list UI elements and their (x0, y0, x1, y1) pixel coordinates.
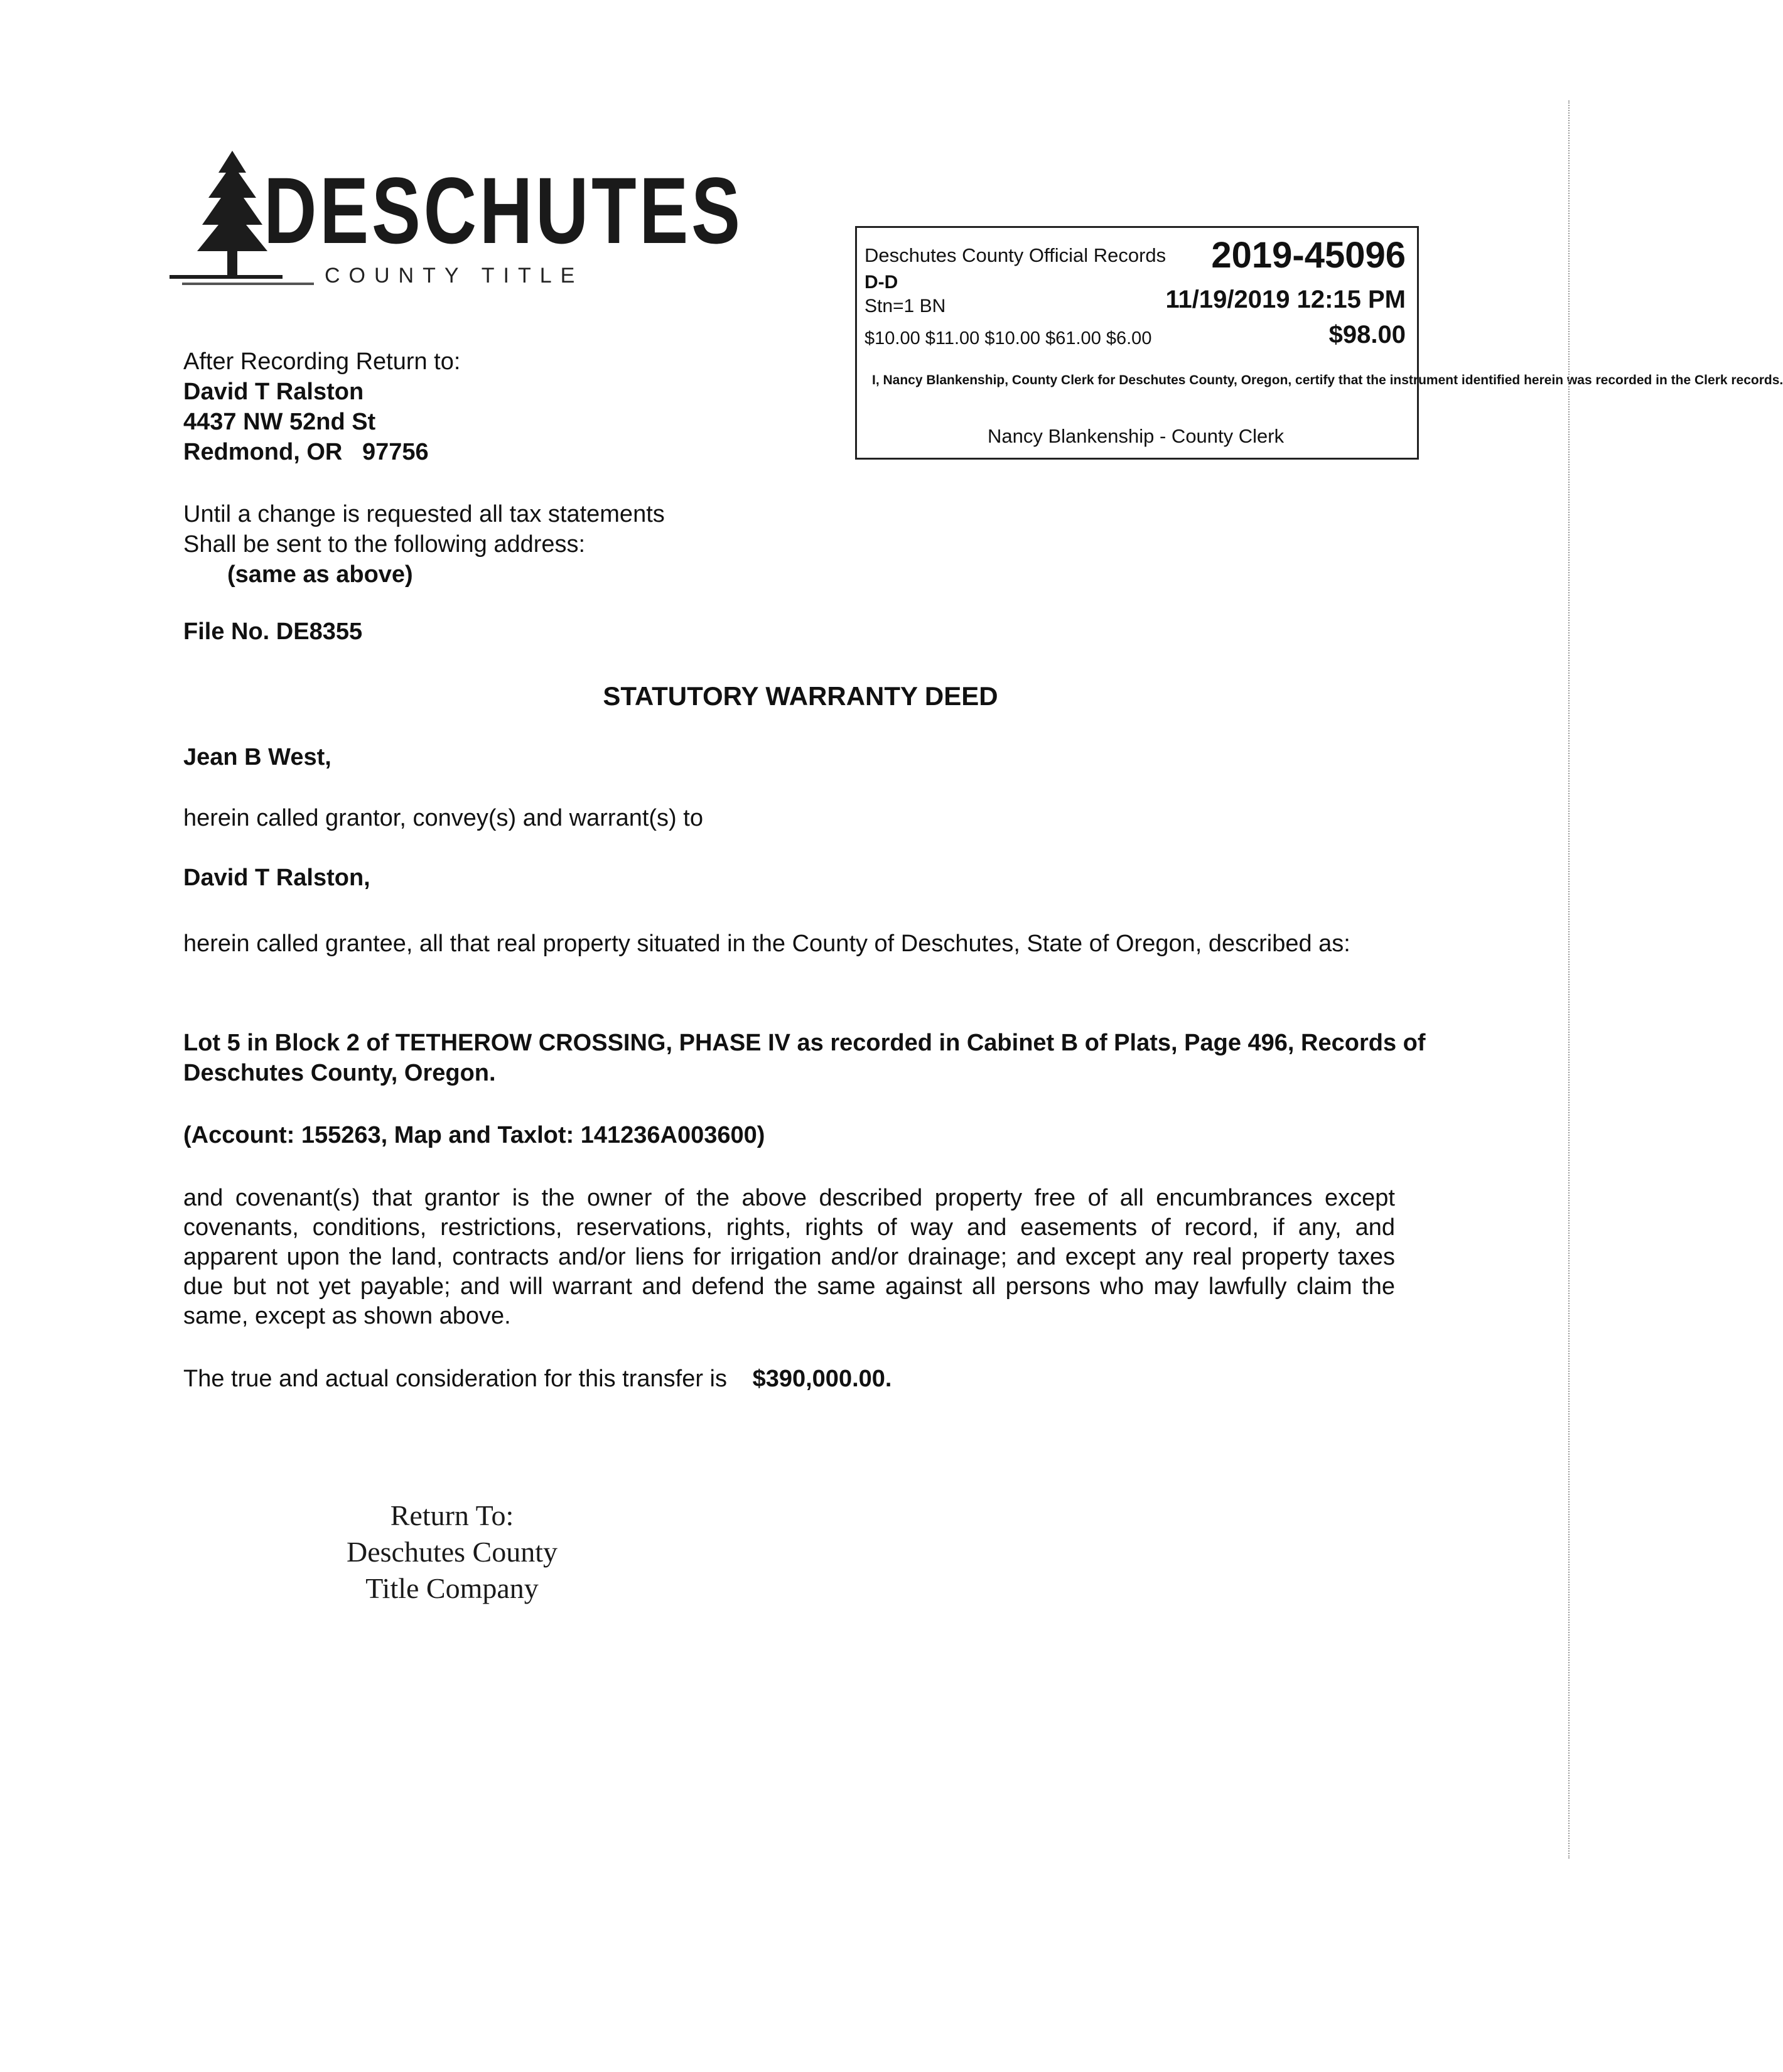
recording-stamp (855, 226, 1783, 460)
grantee-clause: herein called grantee, all that real property situated in the County of Deschutes, State of Oregon, described as: (183, 931, 1350, 957)
file-number: File No. DE8355 (183, 618, 363, 645)
return-address-block (183, 347, 460, 467)
company-logo (170, 151, 743, 295)
return-city: Redmond, OR 97756 (183, 439, 429, 465)
tax-line-1: Until a change is requested all tax statements (183, 501, 665, 527)
document-number: 2019-45096 (1211, 235, 1406, 276)
document-title: STATUTORY WARRANTY DEED (603, 681, 998, 711)
logo-tagline: COUNTY TITLE (325, 264, 584, 288)
recording-datetime: 11/19/2019 12:15 PM (1165, 286, 1406, 313)
return-name: David T Ralston (183, 379, 364, 405)
return-street: 4437 NW 52nd St (183, 409, 376, 435)
scan-edge-artifact (1568, 100, 1570, 1859)
return-stamp-line-1: Return To: (390, 1499, 514, 1531)
fee-breakdown: $10.00 $11.00 $10.00 $61.00 $6.00 (865, 328, 1152, 348)
consideration-line (183, 1366, 892, 1393)
return-stamp-line-3: Title Company (365, 1572, 539, 1604)
stamp-header: Deschutes County Official Records (865, 244, 1166, 266)
account-taxlot: (Account: 155263, Map and Taxlot: 141236A003600) (183, 1122, 765, 1148)
consideration-text: The true and actual consideration for this transfer is (183, 1366, 728, 1392)
legal-description: Lot 5 in Block 2 of TETHEROW CROSSING, PHASE IV as recorded in Cabinet B of Plats, Page 496, Records of Deschutes County, Oregon. (183, 1030, 1426, 1086)
tax-statement-block (183, 499, 665, 590)
tax-line-3: (same as above) (227, 561, 413, 588)
fee-total: $98.00 (1328, 321, 1406, 348)
return-stamp-line-2: Deschutes County (346, 1536, 558, 1568)
consideration-amount: $390,000.00. (752, 1366, 892, 1392)
grantee-name: David T Ralston, (183, 865, 370, 891)
grantor-clause: herein called grantor, convey(s) and warrant(s) to (183, 805, 703, 831)
return-label: After Recording Return to: (183, 348, 461, 375)
tax-line-2: Shall be sent to the following address: (183, 531, 586, 558)
logo-wordmark: DESCHUTES (264, 158, 743, 263)
clerk-name: Nancy Blankenship - County Clerk (988, 425, 1285, 447)
station-id: Stn=1 BN (865, 296, 946, 316)
document-type: D-D (865, 272, 898, 293)
return-to-stamp (276, 1497, 628, 1607)
clerk-certification: I, Nancy Blankenship, County Clerk for Deschutes County, Oregon, certify that the instrument identified herein was recorded in the Clerk records. (872, 373, 1783, 387)
grantor-name: Jean B West, (183, 744, 331, 770)
covenant-paragraph: and covenant(s) that grantor is the owner of the above described property free of all encumbrances except covenants, conditions, restrictions, reservations, rights, rights of way and easements of record, if any, and apparent upon the land, contracts and/or liens for irrigation and/or drainage; and except any real property taxes due but not yet payable; and will warrant and defend the same against all persons who may lawfully claim the same, except as shown above. (183, 1185, 1395, 1329)
